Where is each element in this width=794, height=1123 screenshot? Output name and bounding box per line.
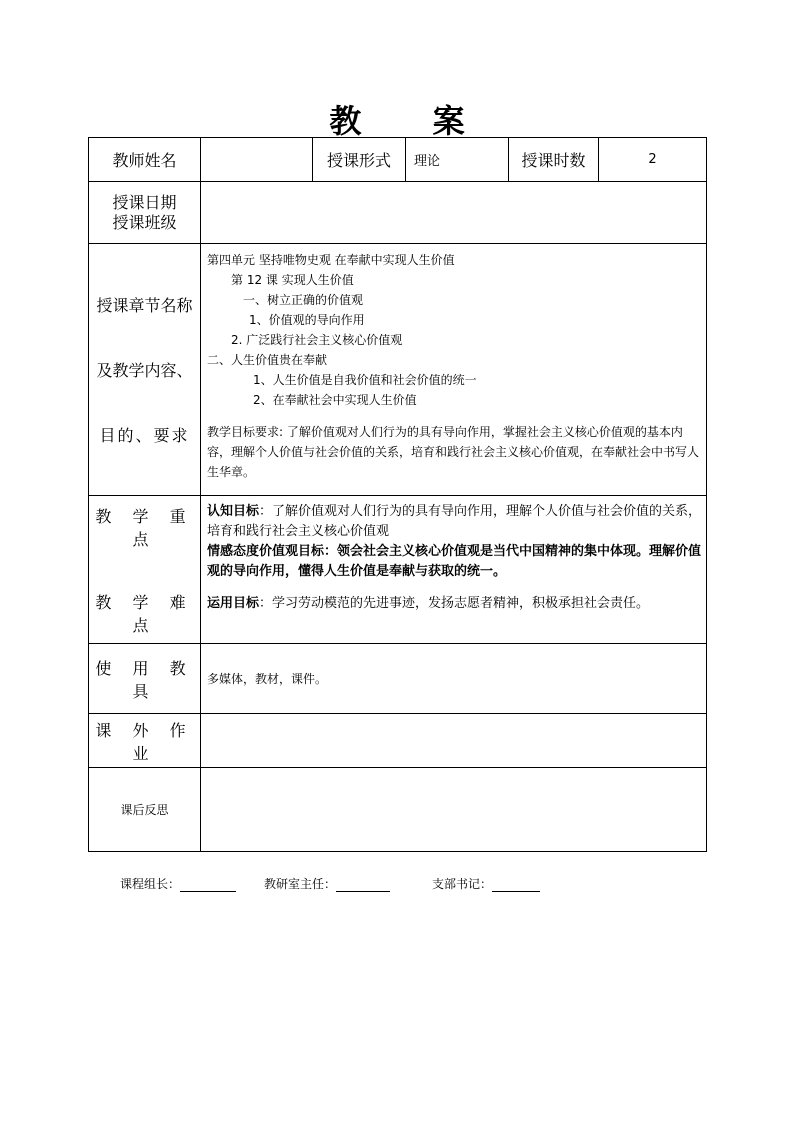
teacher-name-label: 教师姓名 <box>89 138 201 182</box>
secretary-signature <box>432 875 540 892</box>
date-class-label <box>89 182 201 244</box>
course-leader-line[interactable] <box>180 877 236 892</box>
director-label: 教研室主任： <box>264 877 337 891</box>
format-label: 授课形式 <box>313 138 406 182</box>
hours-field[interactable]: 2 <box>599 138 707 182</box>
section-two-item1: 1、人生价值是自我价值和社会价值的统一 <box>253 373 477 387</box>
header-row <box>89 138 707 182</box>
reflection-label: 课后反思 <box>89 768 201 852</box>
key-point-label: 教 学 重 点 <box>95 506 194 549</box>
lesson-title: 第 12 课 实现人生价值 <box>231 273 354 287</box>
chapter-content[interactable] <box>201 244 707 496</box>
homework-field[interactable] <box>201 714 707 768</box>
cognitive-goal-label: 认知目标 <box>207 504 260 519</box>
director-signature <box>264 875 390 892</box>
application-goal <box>207 594 702 614</box>
application-goal-text: ：学习劳动模范的先进事迹，发扬志愿者精神，积极承担社会责任。 <box>259 596 650 611</box>
difficulty-label: 教 学 难 点 <box>95 592 194 635</box>
chapter-label-line2: 及教学内容、 <box>96 361 193 380</box>
application-goal-label: 运用目标 <box>207 596 260 611</box>
chapter-label <box>89 244 201 496</box>
tools-label: 使 用 教 具 <box>89 644 201 714</box>
teaching-objective: 教学目标要求: 了解价值观对人们行为的具有导向作用，掌握社会主义核心价值观的基本内容，理解个人价值与社会价值的关系，培育和践行社会主义核心价值观，在奉献社会中书写人生华章。 <box>207 425 700 479</box>
homework-row <box>89 714 707 768</box>
cognitive-goal <box>207 502 702 542</box>
section-two-item2: 2、在奉献社会中实现人生价值 <box>253 393 417 407</box>
key-points-content[interactable] <box>201 496 707 644</box>
reflection-row <box>89 768 707 852</box>
class-label: 授课班级 <box>112 212 177 232</box>
hours-label: 授课时数 <box>509 138 599 182</box>
homework-label: 课 外 作 业 <box>89 714 201 768</box>
section-one-item2: 2. 广泛践行社会主义核心价值观 <box>231 333 403 347</box>
emotion-goal: 情感态度价值观目标：领会社会主义核心价值观是当代中国精神的集中体现。理解价值观的导向作用，懂得人生价值是奉献与获取的统一。 <box>207 544 702 579</box>
unit-title: 第四单元 坚持唯物史观 在奉献中实现人生价值 <box>207 253 455 267</box>
tools-row <box>89 644 707 714</box>
course-leader-label: 课程组长： <box>120 877 181 891</box>
format-field[interactable]: 理论 <box>406 138 509 182</box>
lesson-plan-table <box>88 137 707 852</box>
chapter-label-line3: 目的、要求 <box>99 426 190 445</box>
date-label: 授课日期 <box>112 192 177 212</box>
course-leader-signature <box>120 875 236 892</box>
secretary-label: 支部书记： <box>432 877 493 891</box>
teacher-name-field[interactable] <box>201 138 313 182</box>
key-points-row <box>89 496 707 644</box>
cognitive-goal-text: ：了解价值观对人们行为的具有导向作用，理解个人价值与社会价值的关系，培育和践行社会主义核心价值观 <box>207 504 702 539</box>
section-two: 二、人生价值贵在奉献 <box>207 353 328 367</box>
reflection-field[interactable] <box>201 768 707 852</box>
section-one-item1: 1、价值观的导向作用 <box>249 313 365 327</box>
chapter-row <box>89 244 707 496</box>
section-one: 一、树立正确的价值观 <box>243 293 364 307</box>
director-line[interactable] <box>336 877 390 892</box>
chapter-label-line1: 授课章节名称 <box>96 296 193 315</box>
date-class-field[interactable] <box>201 182 707 244</box>
page-title: 教 案 <box>329 102 495 140</box>
date-class-row <box>89 182 707 244</box>
key-points-label <box>89 496 201 644</box>
secretary-line[interactable] <box>492 877 540 892</box>
tools-field[interactable]: 多媒体，教材，课件。 <box>201 644 707 714</box>
